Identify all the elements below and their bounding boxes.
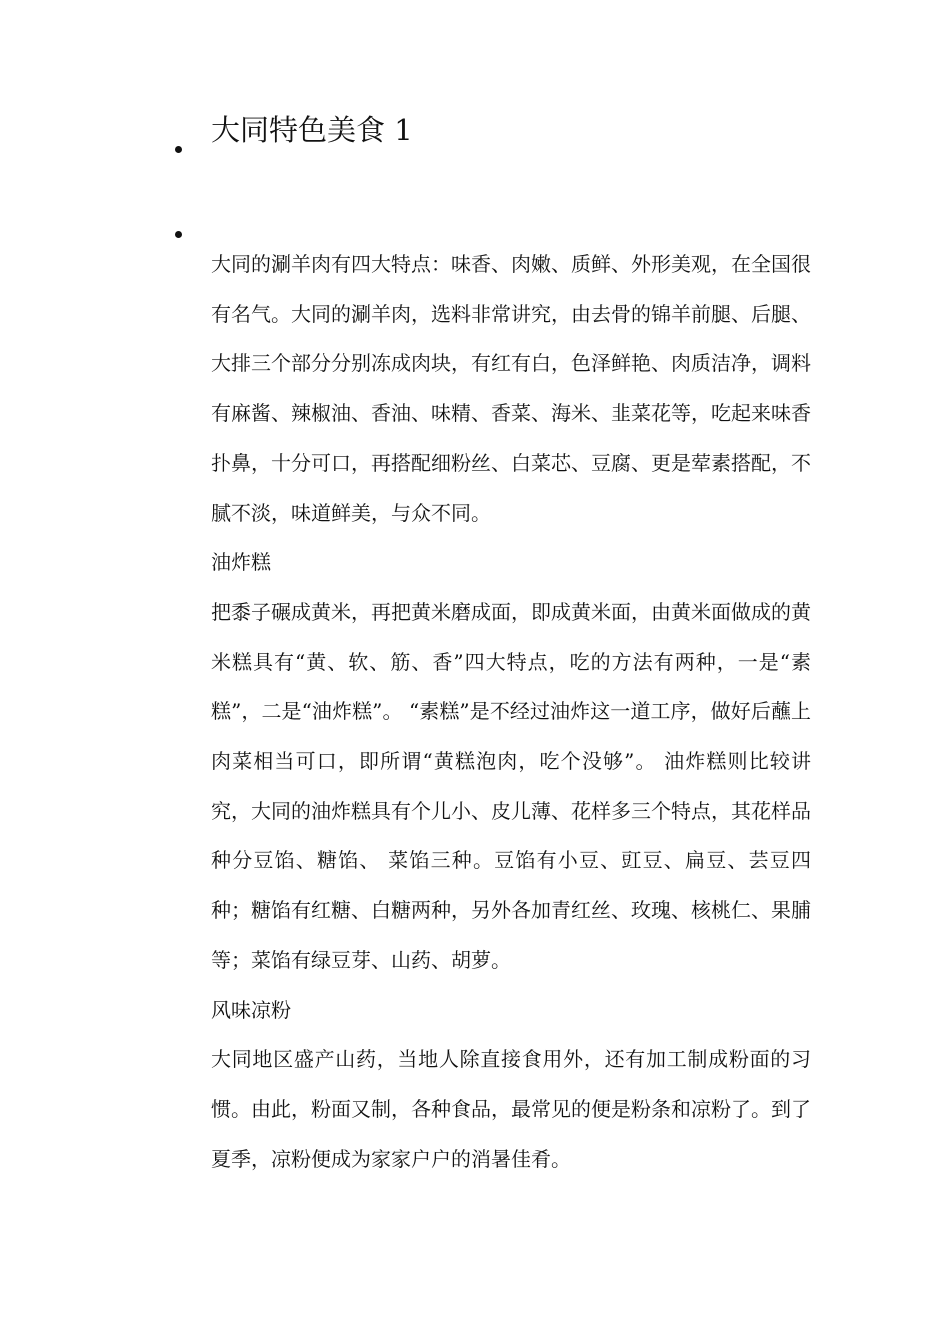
section-heading-liangfen: 风味凉粉	[211, 997, 291, 1022]
section-heading-youzhagao: 油炸糕	[211, 550, 271, 575]
paragraph-youzhagao: 把黍子碾成黄米，再把黄米磨成面，即成黄米面，由黄米面做成的黄米糕具有“黄、软、筋、香”四大特点，吃的方法有两种，一是“素糕”，二是“油炸糕”。 “素糕”是不经过油炸这一道工序，做好后蘸上肉菜相当可口，即所谓“黄糕泡肉，吃个没够”。 油炸糕则比较讲究，大同的油炸糕具有个儿小、皮儿薄、花样多三个特点，其花样品种分豆馅、糖馅、 菜馅三种。豆馅有小豆、豇豆、扁豆、芸豆四种；糖馅有红糖、白糖两种，另外各加青红丝、玫瑰、核桃仁、果脯等；菜馅有绿豆芽、山药、胡萝。	[211, 599, 811, 972]
list-bullet	[175, 231, 182, 238]
paragraph-liangfen: 大同地区盛产山药，当地人除直接食用外，还有加工制成粉面的习惯。由此，粉面又制，各种食品，最常见的便是粉条和凉粉了。到了夏季，凉粉便成为家家户户的消暑佳肴。	[211, 1047, 811, 1171]
paragraph-lamb: 大同的涮羊肉有四大特点：味香、肉嫩、质鲜、外形美观，在全国很有名气。大同的涮羊肉，选料非常讲究，由去骨的锦羊前腿、后腿、大排三个部分分别冻成肉块，有红有白，色泽鲜艳、肉质洁净，调料有麻酱、辣椒油、香油、味精、香菜、海米、韭菜花等，吃起来味香扑鼻，十分可口，再搭配细粉丝、白菜芯、豆腐、更是荤素搭配，不腻不淡，味道鲜美，与众不同。	[211, 252, 811, 525]
document-title: 大同特色美食 1	[211, 113, 413, 147]
list-bullet	[175, 146, 182, 153]
document-body	[211, 240, 811, 1184]
